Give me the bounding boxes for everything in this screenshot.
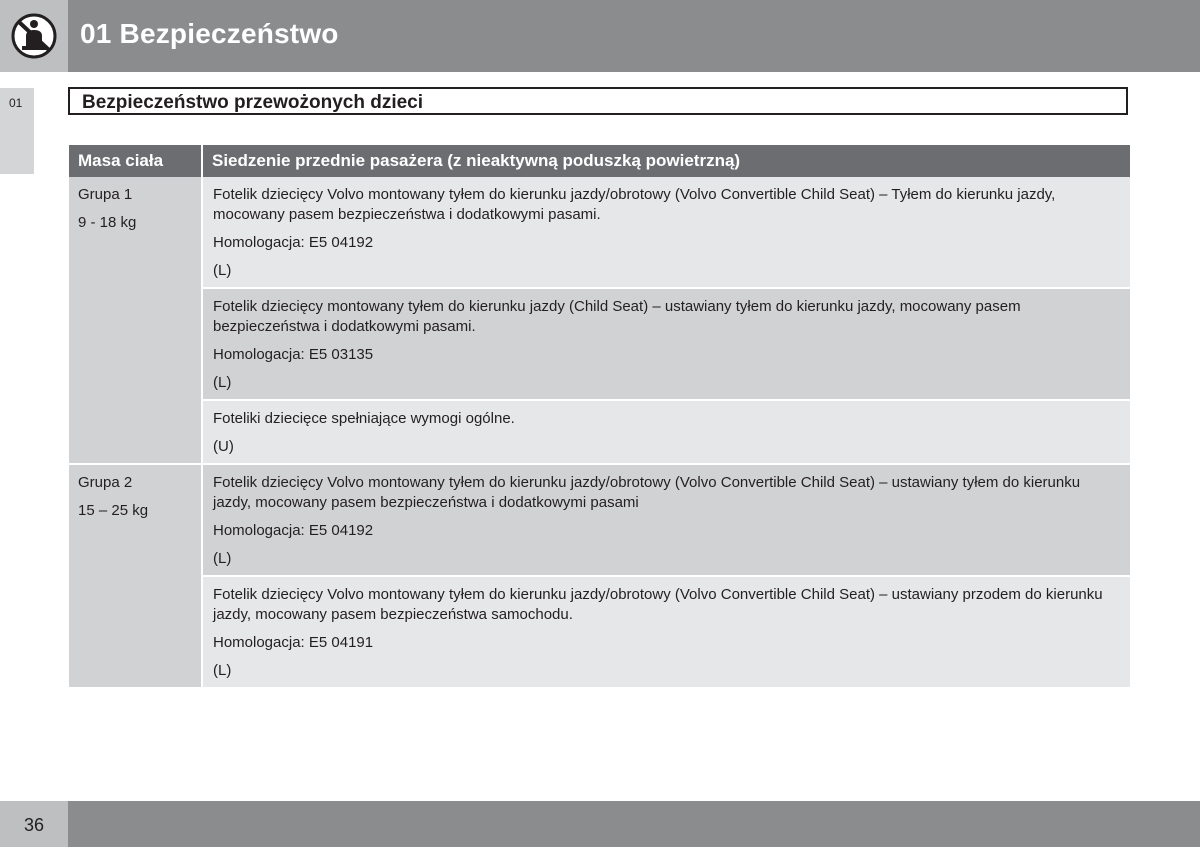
group-label: Grupa 1 — [78, 186, 133, 203]
table-row — [69, 576, 1130, 688]
header-icon-panel — [0, 0, 68, 72]
section-title: Bezpieczeństwo przewożonych dzieci — [82, 92, 424, 113]
weight-cell — [69, 464, 202, 688]
seat-cell — [202, 288, 1130, 400]
seat-code: (U) — [213, 438, 234, 455]
chapter-title: 01 Bezpieczeństwo — [80, 18, 339, 49]
weight-cell — [69, 177, 202, 464]
seat-cell — [202, 177, 1130, 288]
weight-range: 9 - 18 kg — [78, 214, 137, 231]
group-label: Grupa 2 — [78, 474, 133, 491]
weight-range: 15 – 25 kg — [78, 502, 149, 519]
seat-homologation: Homologacja: E5 04192 — [213, 522, 374, 539]
table-row — [69, 177, 1130, 288]
page-number: 36 — [24, 815, 45, 835]
seat-cell — [202, 576, 1130, 688]
seat-code: (L) — [213, 662, 232, 679]
column-header-front-seat: Siedzenie przednie pasażera (z nieaktywną poduszką powietrzną) — [202, 145, 1130, 177]
chapter-side-tab-label: 01 — [9, 96, 23, 110]
seat-description: Fotelik dziecięcy Volvo montowany tyłem do kierunku jazdy/obrotowy (Volvo Convertible Child Seat) – Tyłem do kierunku jazdy, mocowany pasem bezpieczeństwa i dodatkowymi pasami. — [213, 186, 1056, 223]
seat-description: Foteliki dziecięce spełniające wymogi ogólne. — [213, 410, 515, 427]
seat-homologation: Homologacja: E5 03135 — [213, 346, 374, 363]
seat-homologation: Homologacja: E5 04191 — [213, 634, 374, 651]
table-row — [69, 464, 1130, 576]
table-header-row — [69, 145, 1130, 177]
footer-bar — [68, 801, 1200, 847]
seat-description: Fotelik dziecięcy montowany tyłem do kierunku jazdy (Child Seat) – ustawiany tyłem do kierunku jazdy, mocowany pasem bezpieczeństwa i dodatkowymi pasami. — [213, 298, 1021, 335]
child-seat-table — [69, 145, 1130, 689]
section-heading-box — [68, 87, 1128, 115]
seat-code: (L) — [213, 550, 232, 567]
seat-cell — [202, 400, 1130, 464]
seat-code: (L) — [213, 262, 232, 279]
table-row — [69, 288, 1130, 400]
table-row — [69, 400, 1130, 464]
seatbelt-warning-icon — [10, 12, 58, 60]
seat-homologation: Homologacja: E5 04192 — [213, 234, 374, 251]
seat-code: (L) — [213, 374, 232, 391]
seat-cell — [202, 464, 1130, 576]
column-header-weight: Masa ciała — [69, 145, 202, 177]
seat-description: Fotelik dziecięcy Volvo montowany tyłem do kierunku jazdy/obrotowy (Volvo Convertible Child Seat) – ustawiany tyłem do kierunku jazdy, mocowany pasem bezpieczeństwa i dodatkowymi pasami — [213, 474, 1081, 511]
seat-description: Fotelik dziecięcy Volvo montowany tyłem do kierunku jazdy/obrotowy (Volvo Convertible Child Seat) – ustawiany przodem do kierunku jazdy, mocowany pasem bezpieczeństwa samochodu. — [213, 586, 1103, 623]
